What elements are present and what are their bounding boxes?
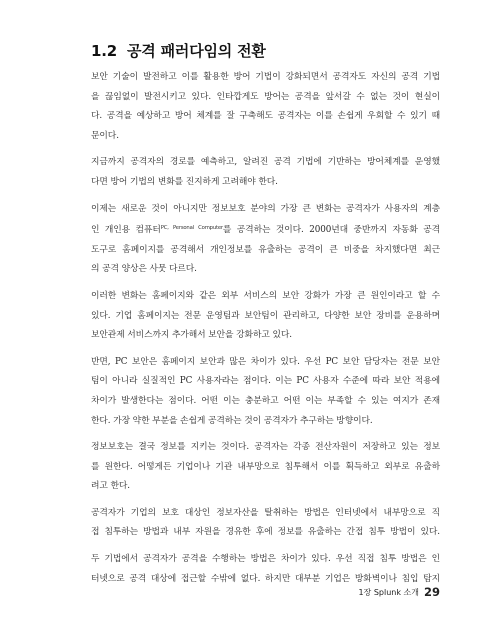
section-title: 공격 패러다임의 전환: [127, 42, 266, 60]
text-line: 차이가 발생한다는 점이다. 어떤 이는 충분하고 어떤 이는 부족할 수 있는 여지가 존재: [91, 395, 440, 406]
text-line: 있다. 기업 홈페이지는 전문 운영팀과 보안팀이 관리하고, 다양한 보안 장비를 운용하며: [91, 310, 440, 321]
paragraph: [91, 504, 440, 543]
text-line: 의 공격 양상은 사뭇 다르다.: [91, 264, 197, 275]
text-line: 이러한 변화는 홈페이지와 같은 외부 서비스의 보안 강화가 가장 큰 원인이라고 할 수: [91, 290, 440, 301]
chapter-label: 1장 Splunk 소개: [358, 588, 419, 597]
text-line: 팀이 아니라 실질적인 PC 사용자라는 점이다. 이는 PC 사용자 수준에 따라 보안 적용에: [91, 376, 440, 387]
text-line: 공격자가 기업의 보호 대상인 정보자산을 탈취하는 방법은 인터넷에서 내부망으로 직: [91, 507, 440, 518]
paragraph: [91, 438, 440, 497]
text-segment: 인 개인용 컴퓨터: [91, 225, 161, 236]
paragraph: [91, 68, 440, 146]
paragraph: [91, 153, 440, 192]
text-line: 지금까지 공격자의 경로를 예측하고, 알려진 공격 기법에 기반하는 방어체계를 운영했: [91, 157, 440, 168]
text-line: 두 기법에서 공격자가 공격을 수행하는 방법은 차이가 있다. 우선 직접 침투 방법은 인: [91, 554, 440, 565]
text-line: 문이다.: [91, 130, 119, 141]
text-line: 보안관제 서비스까지 추가해서 보안을 강화하고 있다.: [91, 330, 292, 341]
text-line: 이제는 새로운 것이 아니지만 정보보호 분야의 가장 큰 변화는 공격자가 사용자의 계층: [91, 203, 440, 214]
text-line: 려고 한다.: [91, 481, 130, 492]
page-number: 29: [423, 585, 440, 599]
text-line: 한다. 가장 약한 부분을 손쉽게 공격하는 것이 공격자가 추구하는 방향이다.: [91, 415, 373, 426]
text-line: 정보보호는 결국 정보를 지키는 것이다. 공격자는 각종 전산자원이 저장하고 있는 정보: [91, 442, 440, 453]
page-footer: [358, 581, 440, 600]
text-line: 터넷으로 공격 대상에 접근할 수밖에 없다. 하지만 대부분 기업은 방화벽이나 침입 탐지: [91, 573, 440, 584]
section-heading: [91, 40, 266, 61]
paragraph: [91, 200, 440, 280]
text-line: 접 침투하는 방법과 내부 자원을 경유한 후에 정보를 유출하는 간접 침투 방법이 있다.: [91, 527, 440, 538]
text-segment: 를 공격하는 것이다. 2000년대 중반까지 자동화 공격: [222, 225, 441, 236]
superscript-note: PC, Personal Computer: [160, 225, 223, 232]
text-line: 를 원한다. 어떻게든 기업이나 기관 내부망으로 침투해서 이를 획득하고 외부로 유출하: [91, 461, 440, 472]
text-line: 반면, PC 보안은 홈페이지 보안과 많은 차이가 있다. 우선 PC 보안 담당자는 전문 보안: [91, 356, 440, 367]
text-line: 다면 방어 기법의 변화를 진지하게 고려해야 한다.: [91, 176, 278, 187]
text-line: 도구로 홈페이지를 공격해서 개인정보를 유출하는 공격이 큰 비중을 차지했다면 최근: [91, 244, 440, 255]
text-line: 보안 기술이 발전하고 이를 활용한 방어 기법이 강화되면서 공격자도 자신의 공격 기법: [91, 72, 440, 82]
text-line-with-footnote: [91, 219, 440, 241]
body-text: [91, 68, 440, 596]
paragraph: [91, 353, 440, 431]
text-line: 다. 공격을 예상하고 방어 체계를 잘 구축해도 공격자는 이를 손쉽게 우회할 수 있기 때: [91, 111, 440, 122]
paragraph: [91, 287, 440, 346]
section-number: 1.2: [91, 42, 117, 60]
text-line: 을 끊임없이 발전시키고 있다. 인타깝게도 방어는 공격을 앞서갈 수 없는 것이 현실이: [91, 91, 440, 102]
